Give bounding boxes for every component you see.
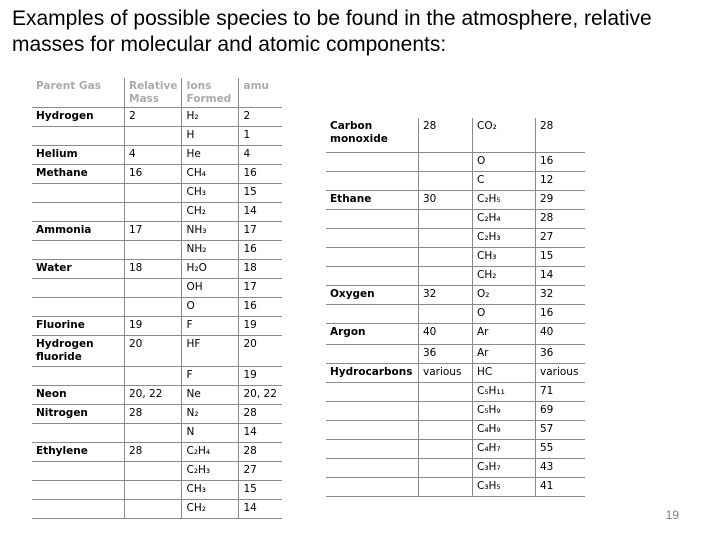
column-header: Parent Gas: [32, 78, 125, 108]
amu-cell: 28: [239, 443, 282, 462]
parent-gas-cell: Hydrogen: [32, 108, 125, 127]
amu-cell: 15: [239, 481, 282, 500]
ion-cell: H: [182, 127, 239, 146]
right-species-table: [326, 118, 585, 497]
table-row: [32, 298, 282, 317]
parent-gas-cell: [32, 298, 125, 317]
table-row: [32, 462, 282, 481]
parent-gas-cell: [32, 184, 125, 203]
ion-cell: C₄H₉: [473, 420, 536, 439]
ion-cell: C₂H₄: [182, 443, 239, 462]
column-header: Relative Mass: [125, 78, 182, 108]
parent-gas-cell: [326, 344, 419, 363]
amu-cell: 43: [536, 458, 586, 477]
parent-gas-cell: Methane: [32, 165, 125, 184]
parent-gas-cell: [32, 127, 125, 146]
ion-cell: C₄H₇: [473, 439, 536, 458]
relative-mass-cell: 19: [125, 317, 182, 336]
amu-cell: 1: [239, 127, 282, 146]
parent-gas-cell: [32, 462, 125, 481]
table-row: [32, 127, 282, 146]
relative-mass-cell: 20: [125, 336, 182, 367]
relative-mass-cell: 18: [125, 260, 182, 279]
relative-mass-cell: [419, 266, 473, 285]
column-header: Ions Formed: [182, 78, 239, 108]
relative-mass-cell: [419, 247, 473, 266]
ion-cell: C₂H₃: [182, 462, 239, 481]
ion-cell: C: [473, 171, 536, 190]
parent-gas-cell: Fluorine: [32, 317, 125, 336]
amu-cell: 15: [239, 184, 282, 203]
table-row: [326, 190, 585, 209]
ion-cell: OH: [182, 279, 239, 298]
amu-cell: 2: [239, 108, 282, 127]
table-row: [326, 401, 585, 420]
table-row: [32, 317, 282, 336]
relative-mass-cell: [125, 203, 182, 222]
amu-cell: 55: [536, 439, 586, 458]
relative-mass-cell: 16: [125, 165, 182, 184]
amu-cell: 16: [239, 165, 282, 184]
parent-gas-cell: Water: [32, 260, 125, 279]
ion-cell: CO₂: [473, 118, 536, 152]
ion-cell: HC: [473, 363, 536, 382]
parent-gas-cell: Hydrocarbons: [326, 363, 419, 382]
parent-gas-cell: Ethane: [326, 190, 419, 209]
column-header: amu: [239, 78, 282, 108]
parent-gas-cell: Oxygen: [326, 285, 419, 304]
relative-mass-cell: 36: [419, 344, 473, 363]
ion-cell: NH₂: [182, 241, 239, 260]
table-row: [326, 247, 585, 266]
amu-cell: 69: [536, 401, 586, 420]
parent-gas-cell: [326, 304, 419, 323]
relative-mass-cell: 30: [419, 190, 473, 209]
ion-cell: F: [182, 367, 239, 386]
table-row: [326, 363, 585, 382]
table-row: [32, 386, 282, 405]
relative-mass-cell: 28: [125, 443, 182, 462]
ion-cell: CH₂: [182, 500, 239, 519]
amu-cell: 14: [239, 500, 282, 519]
amu-cell: 14: [536, 266, 586, 285]
ion-cell: CH₃: [182, 481, 239, 500]
amu-cell: 12: [536, 171, 586, 190]
parent-gas-cell: Ammonia: [32, 222, 125, 241]
ion-cell: F: [182, 317, 239, 336]
relative-mass-cell: [419, 439, 473, 458]
amu-cell: 40: [536, 323, 586, 344]
relative-mass-cell: [125, 500, 182, 519]
parent-gas-cell: [32, 367, 125, 386]
parent-gas-cell: Ethylene: [32, 443, 125, 462]
amu-cell: 29: [536, 190, 586, 209]
ion-cell: H₂O: [182, 260, 239, 279]
relative-mass-cell: [419, 401, 473, 420]
ion-cell: C₅H₉: [473, 401, 536, 420]
parent-gas-cell: Argon: [326, 323, 419, 344]
relative-mass-cell: [125, 462, 182, 481]
table-row: [326, 439, 585, 458]
relative-mass-cell: [419, 458, 473, 477]
ion-cell: H₂: [182, 108, 239, 127]
relative-mass-cell: 17: [125, 222, 182, 241]
amu-cell: 16: [536, 152, 586, 171]
relative-mass-cell: 32: [419, 285, 473, 304]
ion-cell: O₂: [473, 285, 536, 304]
relative-mass-cell: various: [419, 363, 473, 382]
amu-cell: 16: [239, 241, 282, 260]
amu-cell: 15: [536, 247, 586, 266]
table-row: [326, 420, 585, 439]
parent-gas-cell: [326, 247, 419, 266]
ion-cell: CH₂: [182, 203, 239, 222]
ion-cell: Ar: [473, 323, 536, 344]
relative-mass-cell: [125, 298, 182, 317]
relative-mass-cell: 28: [419, 118, 473, 152]
ion-cell: O: [182, 298, 239, 317]
amu-cell: 20, 22: [239, 386, 282, 405]
relative-mass-cell: [419, 152, 473, 171]
ion-cell: CH₃: [182, 184, 239, 203]
amu-cell: 20: [239, 336, 282, 367]
table-row: [32, 367, 282, 386]
table-row: [32, 260, 282, 279]
table-row: [326, 118, 585, 152]
amu-cell: 19: [239, 317, 282, 336]
ion-cell: C₅H₁₁: [473, 382, 536, 401]
table-row: [326, 228, 585, 247]
parent-gas-cell: [326, 152, 419, 171]
ion-cell: C₃H₅: [473, 477, 536, 496]
table-row: [32, 184, 282, 203]
relative-mass-cell: 28: [125, 405, 182, 424]
relative-mass-cell: [419, 171, 473, 190]
relative-mass-cell: [125, 279, 182, 298]
relative-mass-cell: [125, 367, 182, 386]
amu-cell: 27: [536, 228, 586, 247]
relative-mass-cell: [125, 184, 182, 203]
parent-gas-cell: [32, 203, 125, 222]
relative-mass-cell: [419, 477, 473, 496]
parent-gas-cell: [32, 424, 125, 443]
relative-mass-cell: [125, 481, 182, 500]
slide-title: Examples of possible species to be found in the atmosphere, relative masses for molecular and atomic components:: [12, 7, 652, 56]
relative-mass-cell: [125, 127, 182, 146]
table-row: [326, 382, 585, 401]
parent-gas-cell: [326, 171, 419, 190]
table-row: [32, 146, 282, 165]
amu-cell: 17: [239, 222, 282, 241]
parent-gas-cell: Helium: [32, 146, 125, 165]
ion-cell: Ne: [182, 386, 239, 405]
table-header-row: [32, 78, 282, 108]
ion-cell: HF: [182, 336, 239, 367]
relative-mass-cell: 40: [419, 323, 473, 344]
amu-cell: 32: [536, 285, 586, 304]
table-row: [32, 279, 282, 298]
parent-gas-cell: [326, 477, 419, 496]
ion-cell: O: [473, 304, 536, 323]
amu-cell: 19: [239, 367, 282, 386]
amu-cell: 14: [239, 203, 282, 222]
table-row: [32, 405, 282, 424]
ion-cell: CH₃: [473, 247, 536, 266]
table-row: [326, 209, 585, 228]
table-row: [326, 477, 585, 496]
relative-mass-cell: [125, 424, 182, 443]
ion-cell: He: [182, 146, 239, 165]
parent-gas-cell: [32, 241, 125, 260]
amu-cell: 4: [239, 146, 282, 165]
parent-gas-cell: [326, 401, 419, 420]
table-row: [326, 304, 585, 323]
amu-cell: 28: [536, 118, 586, 152]
amu-cell: 27: [239, 462, 282, 481]
relative-mass-cell: 4: [125, 146, 182, 165]
table-row: [326, 266, 585, 285]
table-row: [32, 500, 282, 519]
relative-mass-cell: 2: [125, 108, 182, 127]
parent-gas-cell: Hydrogen fluoride: [32, 336, 125, 367]
parent-gas-cell: [326, 458, 419, 477]
table-row: [326, 171, 585, 190]
ion-cell: N: [182, 424, 239, 443]
table-row: [32, 481, 282, 500]
parent-gas-cell: [326, 420, 419, 439]
amu-cell: various: [536, 363, 586, 382]
amu-cell: 57: [536, 420, 586, 439]
ion-cell: CH₂: [473, 266, 536, 285]
ion-cell: NH₃: [182, 222, 239, 241]
table-row: [32, 241, 282, 260]
ion-cell: CH₄: [182, 165, 239, 184]
amu-cell: 18: [239, 260, 282, 279]
table-row: [326, 285, 585, 304]
parent-gas-cell: [32, 500, 125, 519]
amu-cell: 71: [536, 382, 586, 401]
ion-cell: N₂: [182, 405, 239, 424]
table-row: [32, 336, 282, 367]
amu-cell: 28: [239, 405, 282, 424]
slide-number: 19: [665, 508, 679, 522]
parent-gas-cell: Neon: [32, 386, 125, 405]
table-row: [326, 323, 585, 344]
amu-cell: 28: [536, 209, 586, 228]
amu-cell: 41: [536, 477, 586, 496]
parent-gas-cell: [326, 209, 419, 228]
amu-cell: 14: [239, 424, 282, 443]
relative-mass-cell: 20, 22: [125, 386, 182, 405]
left-species-table: [32, 78, 282, 519]
amu-cell: 36: [536, 344, 586, 363]
table-row: [32, 165, 282, 184]
relative-mass-cell: [419, 228, 473, 247]
ion-cell: C₂H₅: [473, 190, 536, 209]
parent-gas-cell: [32, 481, 125, 500]
relative-mass-cell: [419, 382, 473, 401]
ion-cell: C₂H₄: [473, 209, 536, 228]
table-row: [326, 344, 585, 363]
amu-cell: 17: [239, 279, 282, 298]
parent-gas-cell: [32, 279, 125, 298]
parent-gas-cell: [326, 266, 419, 285]
relative-mass-cell: [419, 304, 473, 323]
table-row: [32, 443, 282, 462]
ion-cell: C₃H₇: [473, 458, 536, 477]
amu-cell: 16: [239, 298, 282, 317]
table-row: [326, 152, 585, 171]
table-row: [32, 108, 282, 127]
parent-gas-cell: Carbon monoxide: [326, 118, 419, 152]
parent-gas-cell: [326, 228, 419, 247]
parent-gas-cell: [326, 382, 419, 401]
relative-mass-cell: [419, 209, 473, 228]
table-row: [32, 203, 282, 222]
table-row: [32, 222, 282, 241]
table-row: [326, 458, 585, 477]
amu-cell: 16: [536, 304, 586, 323]
ion-cell: O: [473, 152, 536, 171]
ion-cell: Ar: [473, 344, 536, 363]
parent-gas-cell: [326, 439, 419, 458]
relative-mass-cell: [419, 420, 473, 439]
table-row: [32, 424, 282, 443]
ion-cell: C₂H₃: [473, 228, 536, 247]
parent-gas-cell: Nitrogen: [32, 405, 125, 424]
relative-mass-cell: [125, 241, 182, 260]
